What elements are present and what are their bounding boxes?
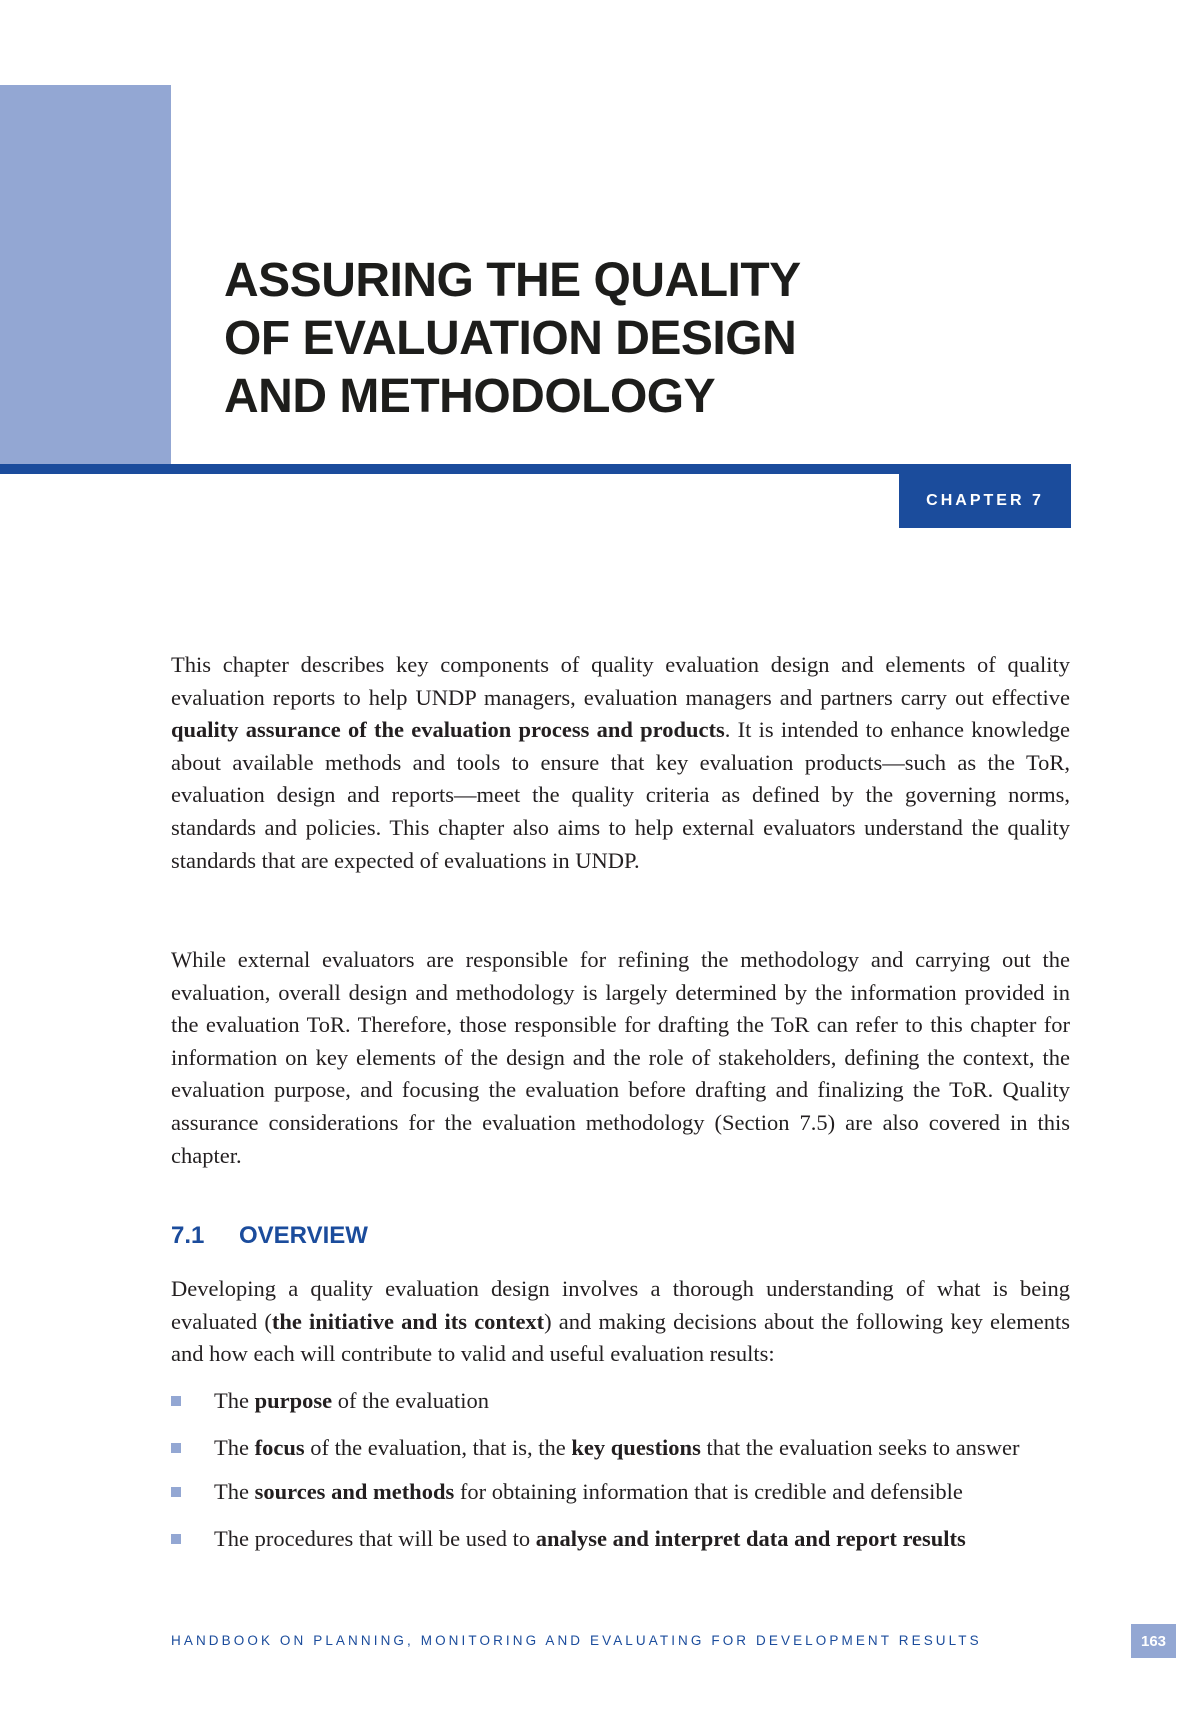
chapter-title-line-2: OF EVALUATION DESIGN [224,312,797,365]
intro-paragraph-1 [171,649,1070,877]
intro-p1-text-a: This chapter describes key components of quality evaluation design and elements of quality evaluation reports to help UNDP managers, evaluation managers and partners carry out effective [171,652,1070,710]
bullet-square-icon [171,1396,181,1406]
list-item-text: of the evaluation, that is, the [304,1434,572,1460]
intro-p1-bold: quality assurance of the evaluation process and products [171,717,725,743]
bullet-square-icon [171,1443,181,1453]
key-elements-list [171,1385,1070,1569]
overview-paragraph [171,1273,1070,1371]
list-item-text: that the evaluation seeks to answer [700,1434,1020,1460]
intro-paragraph-2: While external evaluators are responsible for refining the methodology and carrying out the evaluation, overall design and methodology is largely determined by the information provided in the evaluation ToR. Therefore, those responsible for drafting the ToR can refer to this chapter for information on key elements of the design and the role of stakeholders, defining the context, the evaluation purpose, and focusing the evaluation before drafting and finalizing the ToR. Quality assurance considerations for the evaluation methodology (Section 7.5) are also covered in this chapter. [171,947,1070,1168]
chapter-side-block [0,85,171,464]
list-item [171,1385,1070,1418]
overview-text-a: Developing a quality evaluation design involves a thorough understanding of what is being evaluated ( [171,1276,1070,1334]
overview-bold: the initiative and its context [271,1308,545,1334]
list-item-text: The [214,1479,255,1505]
list-item-text: The procedures that will be used to [214,1525,536,1551]
chapter-label: CHAPTER 7 [899,474,1071,528]
list-item-text: for obtaining information that is credible and defensible [454,1479,963,1505]
list-item-bold: key questions [571,1434,701,1460]
chapter-title-line-1: ASSURING THE QUALITY [224,254,801,307]
list-item-bold: sources and methods [254,1479,455,1505]
chapter-title [224,252,984,426]
chapter-title-line-3: AND METHODOLOGY [224,370,716,423]
list-item-text: The [214,1388,255,1413]
bullet-square-icon [171,1487,181,1497]
list-item [171,1523,1070,1556]
section-heading-overview [171,1222,368,1250]
section-title: OVERVIEW [239,1222,368,1249]
section-number: 7.1 [171,1222,205,1249]
list-item-text: of the evaluation [332,1388,489,1413]
footer-handbook-title: HANDBOOK ON PLANNING, MONITORING AND EVALUATING FOR DEVELOPMENT RESULTS [171,1633,982,1648]
bullet-square-icon [171,1534,181,1544]
list-item-text: The [214,1434,255,1460]
list-item [171,1432,1070,1465]
list-item-bold: purpose [254,1388,333,1413]
overview-text-b: ) and making decisions about the following key elements and how each will contribute to valid and useful evaluation results: [171,1308,1070,1367]
intro-p1-text-b: . It is intended to enhance knowledge about available methods and tools to ensure that key evaluation products—such as the ToR, evaluation design and reports—meet the quality criteria as defined by the governing norms, standards and policies. This chapter also aims to help external evaluators understand the quality standards that are expected of evaluations in UNDP. [171,717,1070,873]
title-rule [0,464,1071,474]
page-number: 163 [1131,1624,1176,1658]
list-item-bold: analyse and interpret data and report results [535,1525,966,1551]
list-item-bold: focus [254,1434,305,1460]
list-item [171,1476,1070,1509]
